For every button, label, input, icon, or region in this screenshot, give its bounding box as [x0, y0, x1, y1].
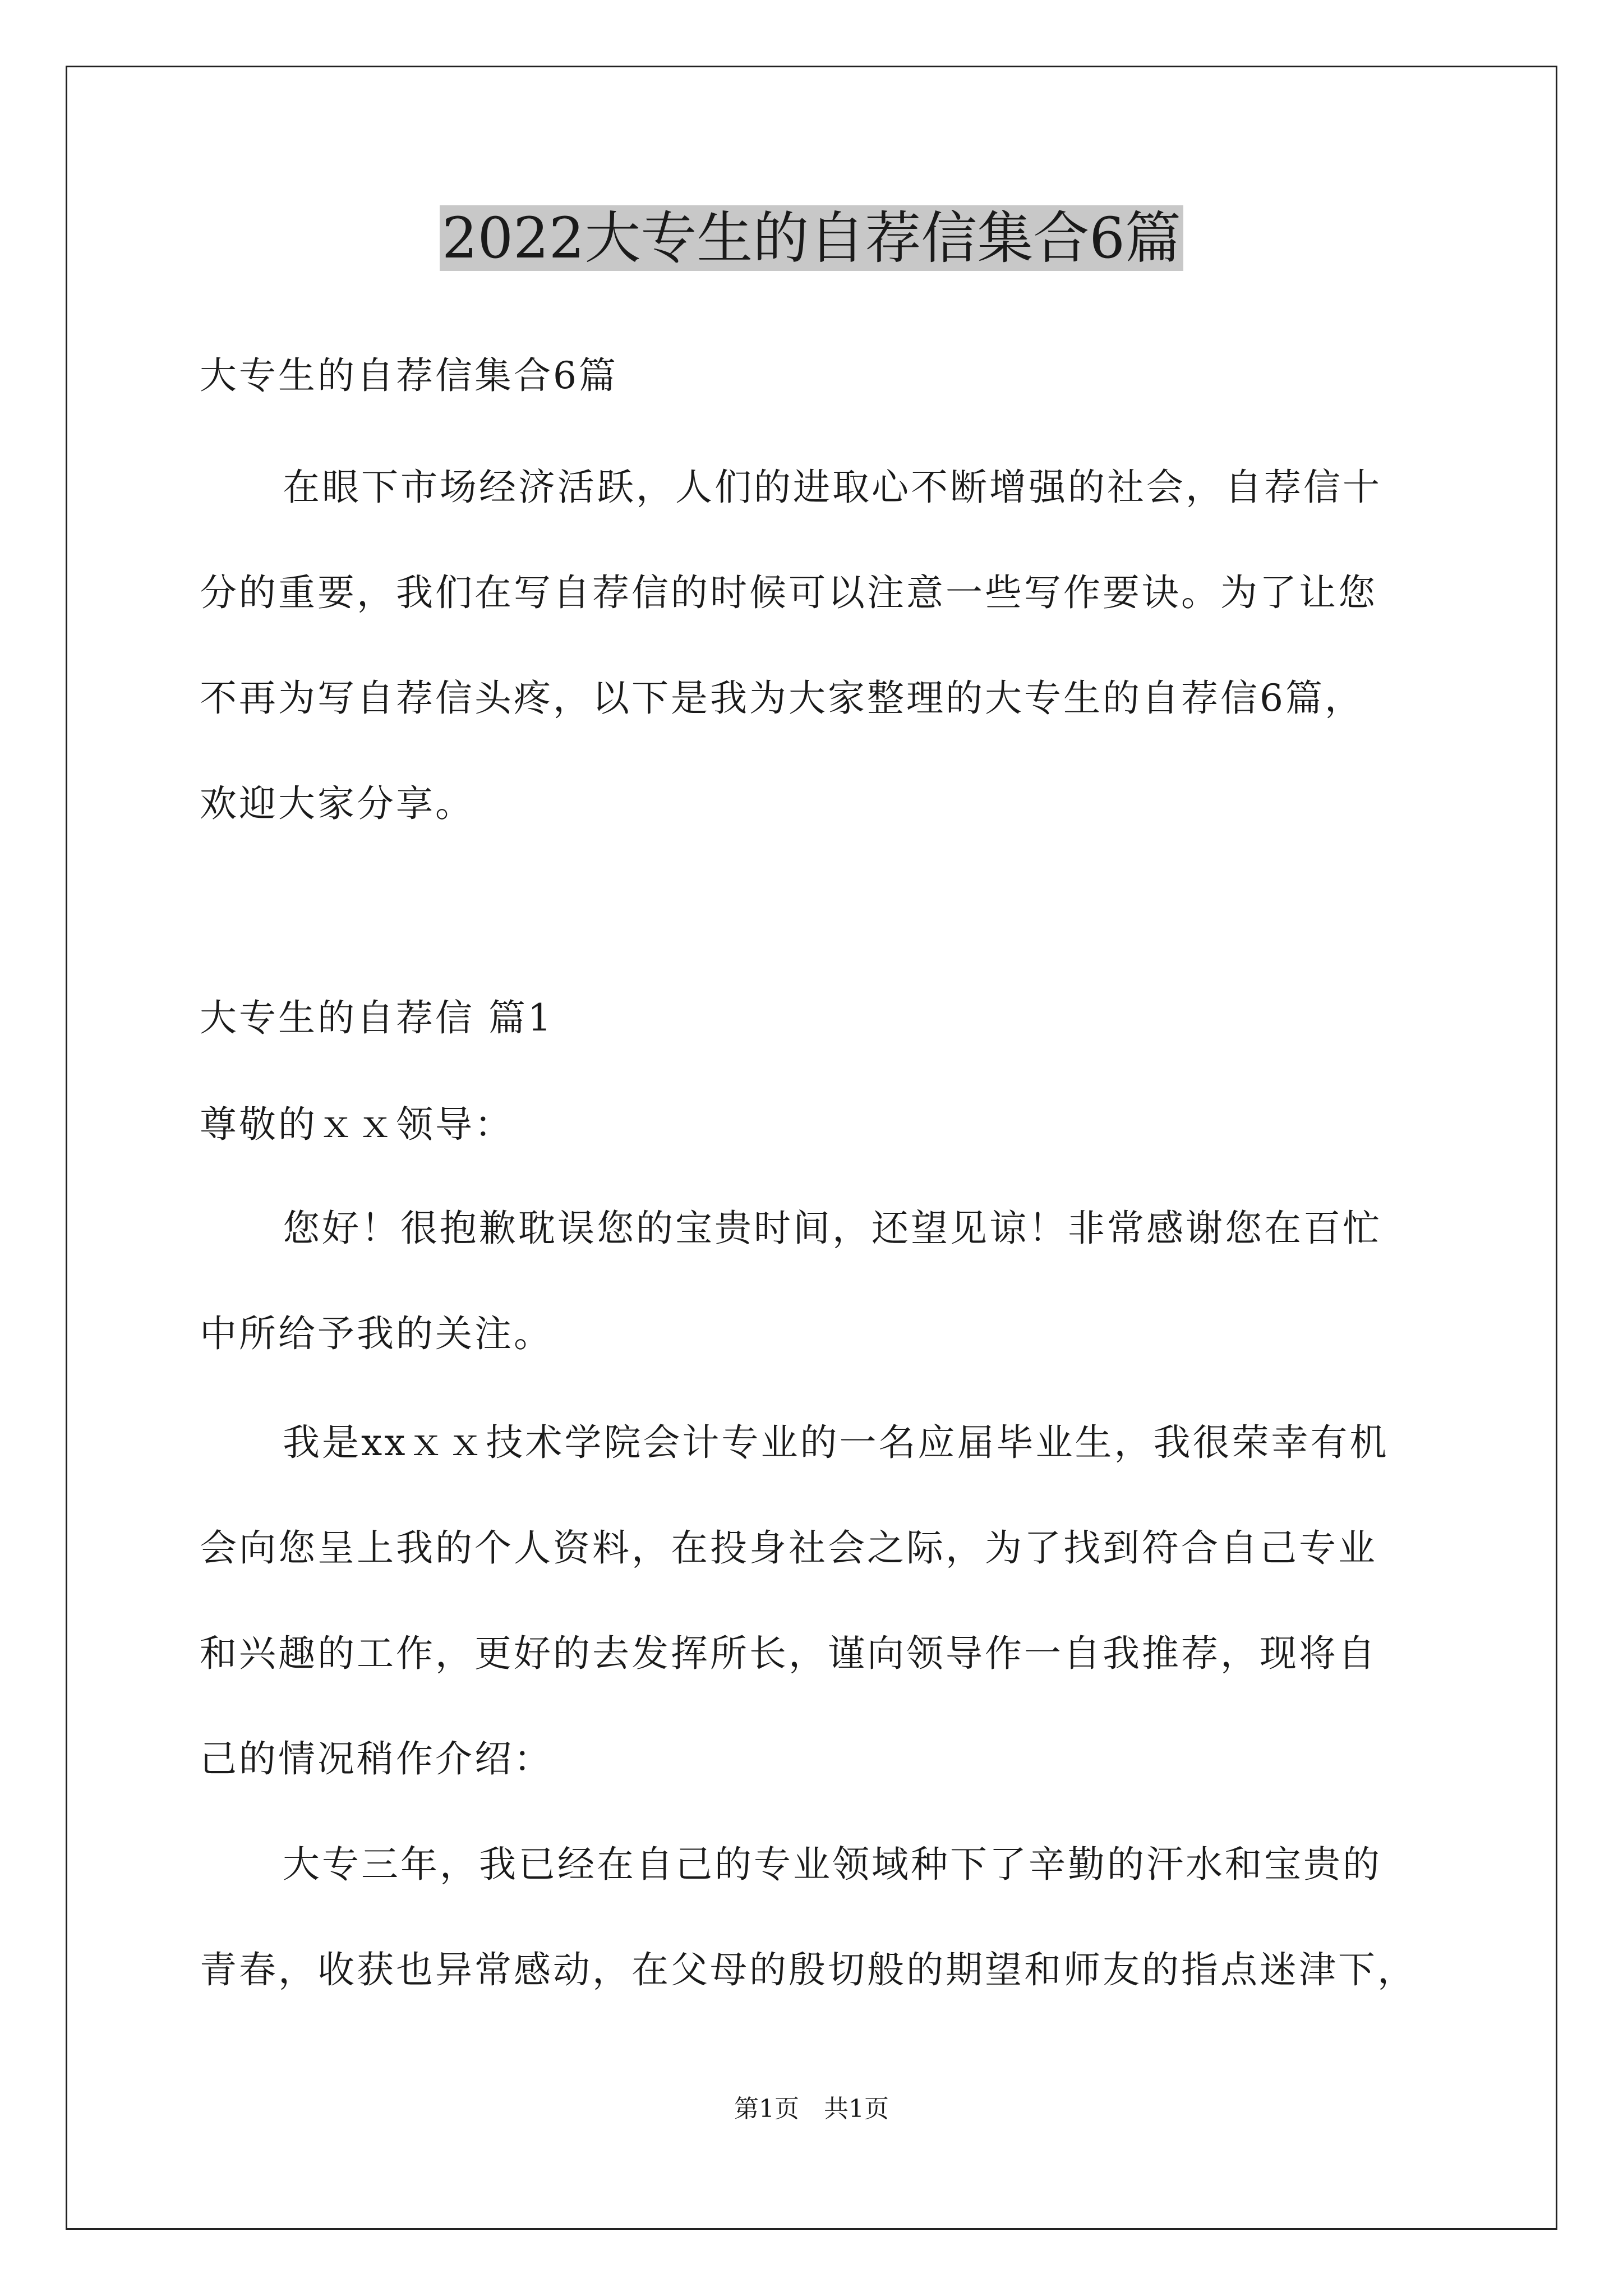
intro-line: 不再为写自荐信头疼，以下是我为大家整理的大专生的自荐信6篇，	[200, 677, 1364, 720]
intro-line: 欢迎大家分享。	[200, 782, 474, 825]
salutation: 尊敬的ｘｘ领导：	[200, 1103, 514, 1146]
document-title-text: 2022大专生的自荐信集合6篇	[440, 205, 1183, 271]
paragraph-line: 己的情况稍作介绍：	[200, 1737, 553, 1780]
paragraph-line: 您好！很抱歉耽误您的宝贵时间，还望见谅！非常感谢您在百忙	[283, 1207, 1382, 1250]
paragraph-line: 和兴趣的工作，更好的去发挥所长，谨向领导作一自我推荐，现将自	[200, 1632, 1377, 1675]
paragraph-line: 会向您呈上我的个人资料，在投身社会之际，为了找到符合自己专业	[200, 1526, 1377, 1570]
intro-line: 在眼下市场经济活跃，人们的进取心不断增强的社会，自荐信十	[283, 466, 1382, 509]
paragraph-line: 大专三年，我已经在自己的专业领域种下了辛勤的汗水和宝贵的	[283, 1843, 1382, 1886]
paragraph-line: 我是xxｘｘ技术学院会计专业的一名应届毕业生，我很荣幸有机	[283, 1421, 1389, 1464]
paragraph-line: 青春，收获也异常感动，在父母的殷切般的期望和师友的指点迷津下，	[200, 1948, 1417, 1991]
section-heading: 大专生的自荐信 篇1	[200, 996, 554, 1039]
page-footer: 第1页 共1页	[734, 2095, 889, 2123]
paragraph-line: 中所给予我的关注。	[200, 1312, 553, 1355]
intro-line: 分的重要，我们在写自荐信的时候可以注意一些写作要诀。为了让您	[200, 571, 1377, 614]
document-subtitle: 大专生的自荐信集合6篇	[200, 354, 618, 397]
document-title	[0, 202, 1623, 275]
